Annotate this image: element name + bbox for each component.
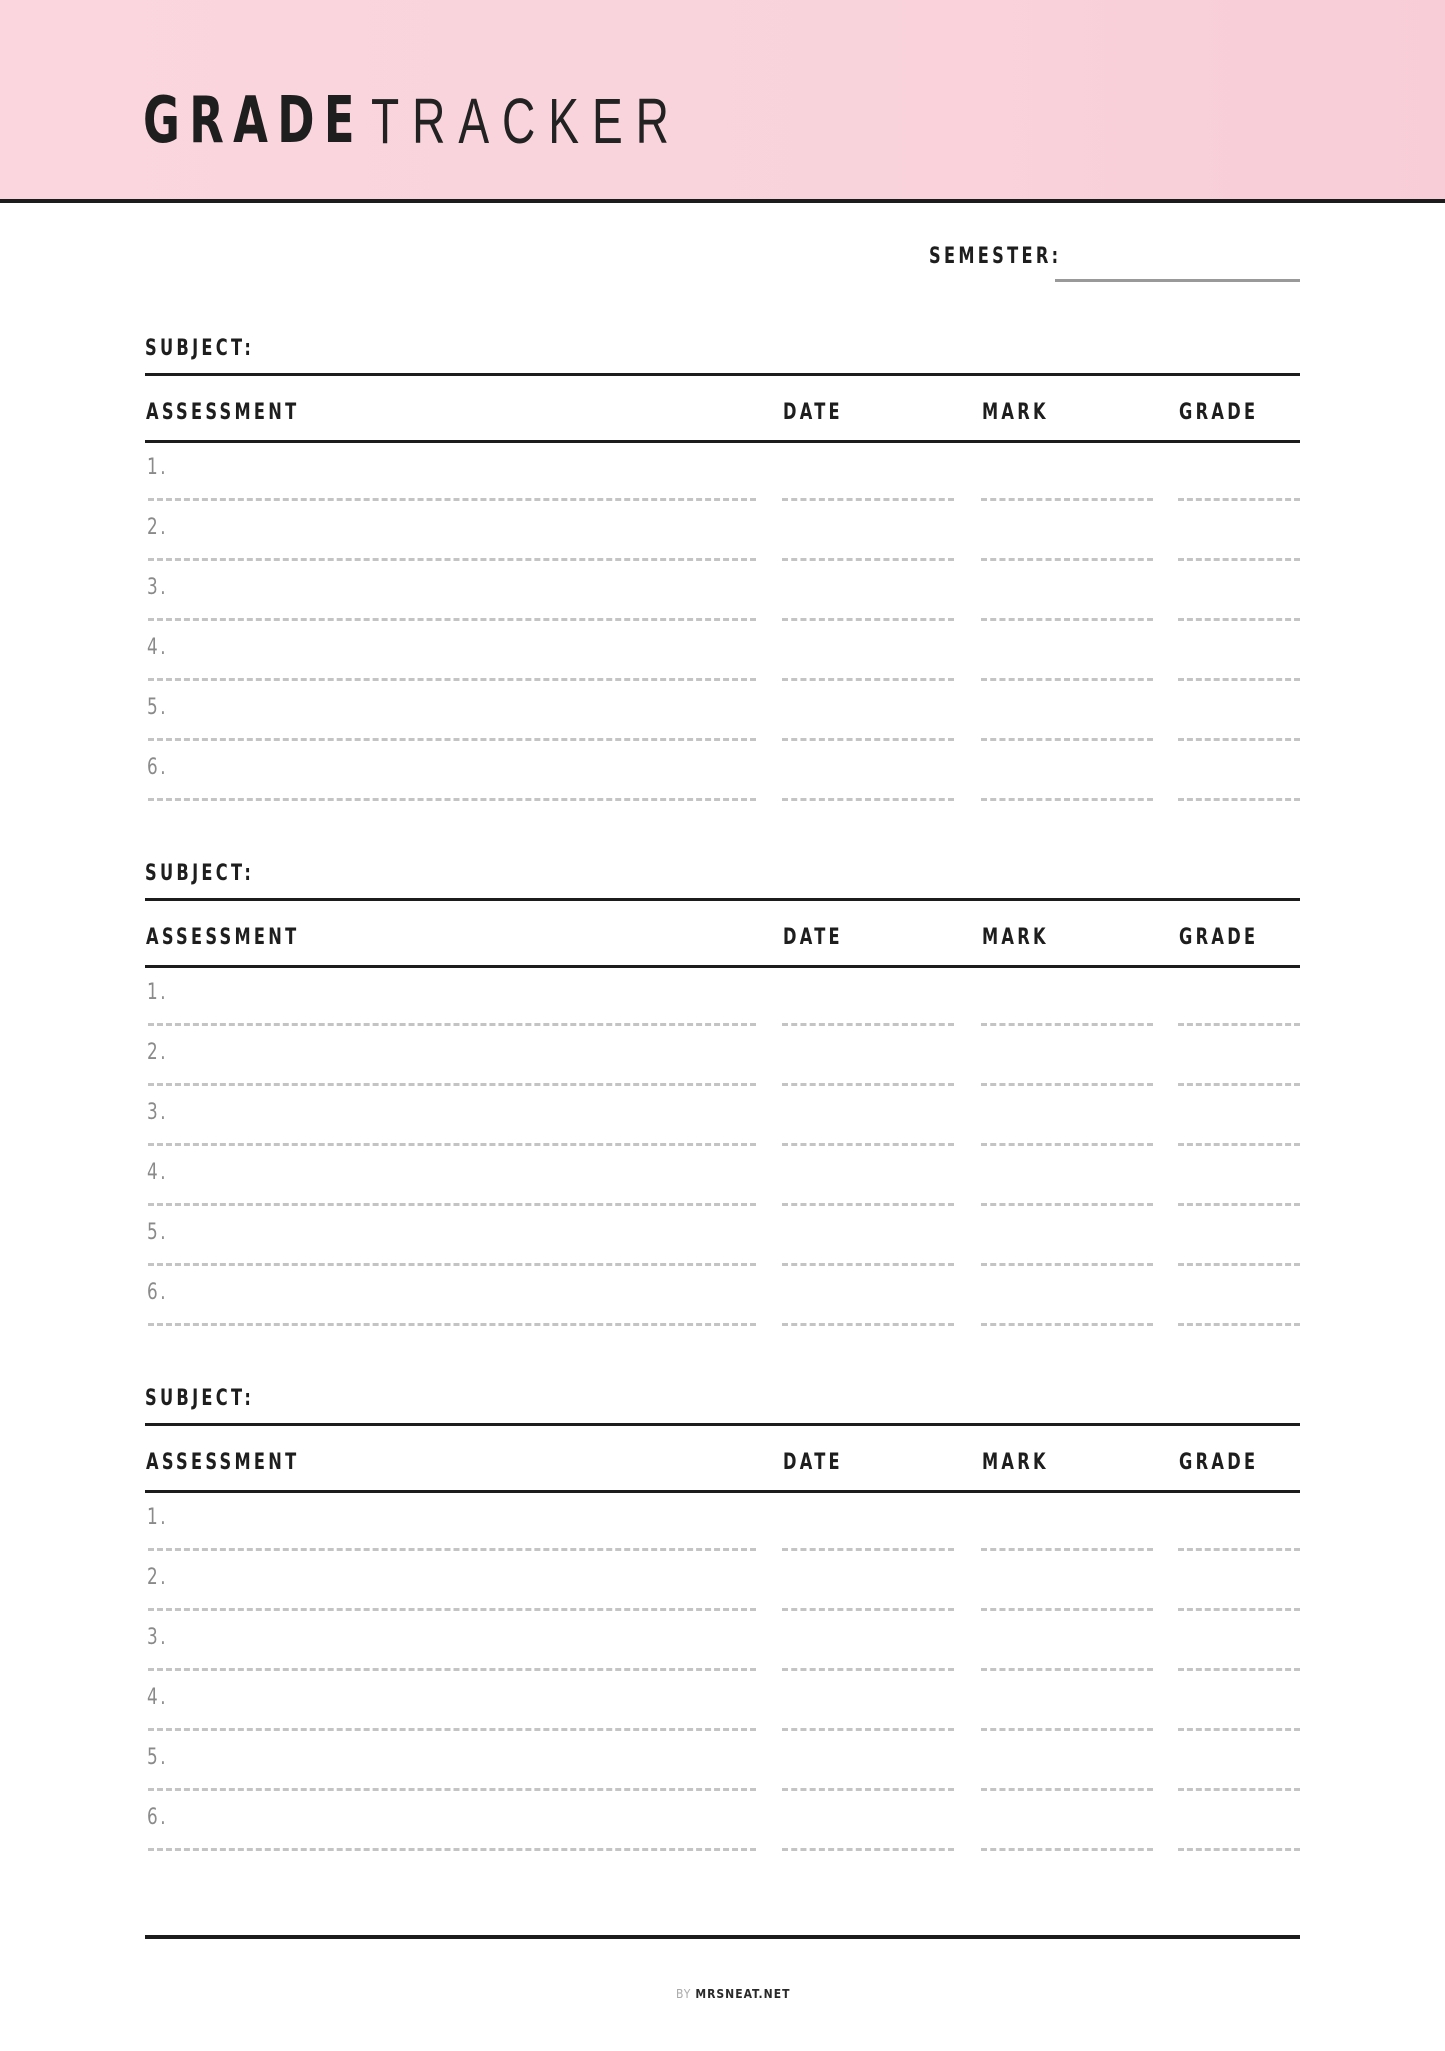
mark-entry-line[interactable] (981, 1548, 1153, 1551)
column-header-grade: GRADE (1179, 925, 1259, 950)
mark-entry-line[interactable] (981, 1023, 1153, 1026)
header-rule (145, 965, 1300, 968)
grade-entry-line[interactable] (1178, 738, 1300, 741)
page-title (143, 84, 682, 158)
subject-label: SUBJECT: (145, 861, 255, 886)
row-number: 2. (147, 1565, 169, 1590)
column-header-mark: MARK (982, 925, 1049, 950)
assessment-entry-line[interactable] (148, 1668, 756, 1671)
row-number: 3. (147, 575, 169, 600)
date-entry-line[interactable] (782, 498, 954, 501)
row-number: 4. (147, 635, 169, 660)
assessment-entry-line[interactable] (148, 558, 756, 561)
assessment-entry-line[interactable] (148, 678, 756, 681)
row-number: 1. (147, 455, 169, 480)
grade-entry-line[interactable] (1178, 1023, 1300, 1026)
header-rule (145, 1490, 1300, 1493)
grade-entry-line[interactable] (1178, 798, 1300, 801)
mark-entry-line[interactable] (981, 678, 1153, 681)
mark-entry-line[interactable] (981, 1143, 1153, 1146)
row-number: 3. (147, 1625, 169, 1650)
column-header-assessment: ASSESSMENT (146, 1450, 300, 1475)
date-entry-line[interactable] (782, 1848, 954, 1851)
grade-entry-line[interactable] (1178, 1788, 1300, 1791)
assessment-entry-line[interactable] (148, 798, 756, 801)
grade-entry-line[interactable] (1178, 1848, 1300, 1851)
header-divider (0, 199, 1445, 203)
date-entry-line[interactable] (782, 1083, 954, 1086)
mark-entry-line[interactable] (981, 738, 1153, 741)
date-entry-line[interactable] (782, 1608, 954, 1611)
mark-entry-line[interactable] (981, 1203, 1153, 1206)
mark-entry-line[interactable] (981, 1323, 1153, 1326)
row-number: 5. (147, 695, 169, 720)
assessment-entry-line[interactable] (148, 1203, 756, 1206)
assessment-entry-line[interactable] (148, 1548, 756, 1551)
mark-entry-line[interactable] (981, 1668, 1153, 1671)
row-number: 4. (147, 1685, 169, 1710)
mark-entry-line[interactable] (981, 1848, 1153, 1851)
column-header-date: DATE (783, 400, 843, 425)
column-header-date: DATE (783, 1450, 843, 1475)
date-entry-line[interactable] (782, 1263, 954, 1266)
assessment-entry-line[interactable] (148, 618, 756, 621)
assessment-entry-line[interactable] (148, 1608, 756, 1611)
row-number: 6. (147, 1805, 169, 1830)
footer-site: MRSNEAT.NET (695, 1987, 791, 2001)
grade-entry-line[interactable] (1178, 498, 1300, 501)
mark-entry-line[interactable] (981, 618, 1153, 621)
date-entry-line[interactable] (782, 1728, 954, 1731)
row-number: 3. (147, 1100, 169, 1125)
date-entry-line[interactable] (782, 678, 954, 681)
grade-entry-line[interactable] (1178, 618, 1300, 621)
header-banner (0, 0, 1445, 199)
grade-entry-line[interactable] (1178, 1263, 1300, 1266)
column-header-date: DATE (783, 925, 843, 950)
row-number: 2. (147, 515, 169, 540)
mark-entry-line[interactable] (981, 1608, 1153, 1611)
assessment-entry-line[interactable] (148, 1083, 756, 1086)
footer-by: BY (676, 1987, 692, 2001)
date-entry-line[interactable] (782, 618, 954, 621)
grade-entry-line[interactable] (1178, 1608, 1300, 1611)
mark-entry-line[interactable] (981, 1263, 1153, 1266)
subject-rule (145, 1423, 1300, 1426)
column-header-mark: MARK (982, 1450, 1049, 1475)
date-entry-line[interactable] (782, 798, 954, 801)
mark-entry-line[interactable] (981, 1083, 1153, 1086)
assessment-entry-line[interactable] (148, 1848, 756, 1851)
subject-section-3 (145, 1386, 1300, 1923)
column-header-grade: GRADE (1179, 400, 1259, 425)
row-number: 4. (147, 1160, 169, 1185)
subject-section-1 (145, 336, 1300, 873)
mark-entry-line[interactable] (981, 798, 1153, 801)
mark-entry-line[interactable] (981, 1788, 1153, 1791)
assessment-entry-line[interactable] (148, 1323, 756, 1326)
assessment-entry-line[interactable] (148, 1143, 756, 1146)
row-number: 1. (147, 980, 169, 1005)
date-entry-line[interactable] (782, 1143, 954, 1146)
subject-rule (145, 373, 1300, 376)
subject-section-2 (145, 861, 1300, 1398)
date-entry-line[interactable] (782, 1203, 954, 1206)
date-entry-line[interactable] (782, 1548, 954, 1551)
subject-label: SUBJECT: (145, 1386, 255, 1411)
subject-label: SUBJECT: (145, 336, 255, 361)
title-bold: GRADE (143, 84, 364, 158)
date-entry-line[interactable] (782, 1668, 954, 1671)
grade-entry-line[interactable] (1178, 1323, 1300, 1326)
date-entry-line[interactable] (782, 1323, 954, 1326)
subject-rule (145, 898, 1300, 901)
assessment-entry-line[interactable] (148, 1788, 756, 1791)
column-header-mark: MARK (982, 400, 1049, 425)
footer-credit (676, 1987, 790, 2001)
semester-label: SEMESTER: (929, 244, 1062, 269)
date-entry-line[interactable] (782, 1788, 954, 1791)
grade-entry-line[interactable] (1178, 1728, 1300, 1731)
assessment-entry-line[interactable] (148, 1728, 756, 1731)
grade-entry-line[interactable] (1178, 1083, 1300, 1086)
footer-divider (145, 1935, 1300, 1939)
mark-entry-line[interactable] (981, 558, 1153, 561)
assessment-entry-line[interactable] (148, 1023, 756, 1026)
assessment-entry-line[interactable] (148, 498, 756, 501)
mark-entry-line[interactable] (981, 498, 1153, 501)
grade-entry-line[interactable] (1178, 1668, 1300, 1671)
title-light: TRACKER (371, 85, 682, 157)
grade-entry-line[interactable] (1178, 558, 1300, 561)
row-number: 6. (147, 755, 169, 780)
grade-entry-line[interactable] (1178, 1548, 1300, 1551)
column-header-assessment: ASSESSMENT (146, 925, 300, 950)
date-entry-line[interactable] (782, 558, 954, 561)
row-number: 5. (147, 1220, 169, 1245)
grade-entry-line[interactable] (1178, 678, 1300, 681)
date-entry-line[interactable] (782, 1023, 954, 1026)
column-header-assessment: ASSESSMENT (146, 400, 300, 425)
header-rule (145, 440, 1300, 443)
grade-entry-line[interactable] (1178, 1143, 1300, 1146)
row-number: 6. (147, 1280, 169, 1305)
semester-field[interactable] (1055, 279, 1300, 282)
assessment-entry-line[interactable] (148, 1263, 756, 1266)
row-number: 5. (147, 1745, 169, 1770)
grade-entry-line[interactable] (1178, 1203, 1300, 1206)
column-header-grade: GRADE (1179, 1450, 1259, 1475)
row-number: 2. (147, 1040, 169, 1065)
assessment-entry-line[interactable] (148, 738, 756, 741)
mark-entry-line[interactable] (981, 1728, 1153, 1731)
date-entry-line[interactable] (782, 738, 954, 741)
row-number: 1. (147, 1505, 169, 1530)
